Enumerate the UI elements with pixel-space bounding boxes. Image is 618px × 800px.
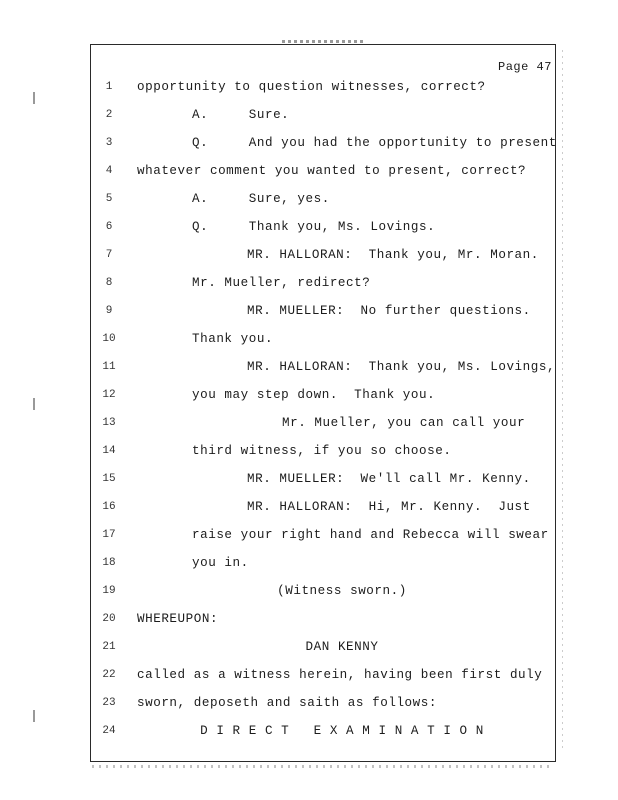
transcript-line bbox=[0, 301, 618, 321]
line-number: 24 bbox=[102, 725, 116, 737]
line-text: Q. And you had the opportunity to present bbox=[192, 136, 557, 150]
transcript-line bbox=[0, 133, 618, 153]
line-text: MR. MUELLER: No further questions. bbox=[247, 304, 531, 318]
line-number: 17 bbox=[102, 529, 116, 541]
transcript-line bbox=[0, 413, 618, 433]
line-number: 1 bbox=[105, 81, 113, 93]
transcript-line bbox=[0, 693, 618, 713]
line-number: 22 bbox=[102, 669, 116, 681]
line-text: raise your right hand and Rebecca will swear bbox=[192, 528, 549, 542]
line-number: 21 bbox=[102, 641, 116, 653]
transcript-line bbox=[0, 357, 618, 377]
transcript-line bbox=[0, 273, 618, 293]
bottom-scan-mark bbox=[92, 765, 552, 768]
transcript-line bbox=[0, 105, 618, 125]
transcript-line bbox=[0, 189, 618, 209]
line-text: MR. MUELLER: We'll call Mr. Kenny. bbox=[247, 472, 531, 486]
transcript-line bbox=[0, 469, 618, 489]
line-number: 20 bbox=[102, 613, 116, 625]
line-number: 16 bbox=[102, 501, 116, 513]
line-text: Q. Thank you, Ms. Lovings. bbox=[192, 220, 436, 234]
line-text: third witness, if you so choose. bbox=[192, 444, 452, 458]
top-scan-mark bbox=[282, 40, 366, 43]
line-text: sworn, deposeth and saith as follows: bbox=[137, 696, 437, 710]
transcript-line bbox=[0, 77, 618, 97]
line-text: (Witness sworn.) bbox=[277, 584, 407, 598]
line-number: 14 bbox=[102, 445, 116, 457]
transcript-line bbox=[0, 161, 618, 181]
line-number: 13 bbox=[102, 417, 116, 429]
line-number: 6 bbox=[105, 221, 113, 233]
transcript-line bbox=[0, 581, 618, 601]
line-number: 9 bbox=[105, 305, 113, 317]
transcript-line bbox=[0, 665, 618, 685]
line-text: Thank you. bbox=[192, 332, 274, 346]
line-number: 5 bbox=[105, 193, 113, 205]
line-text: A. Sure. bbox=[192, 108, 290, 122]
line-number: 18 bbox=[102, 557, 116, 569]
line-number: 7 bbox=[105, 249, 113, 261]
line-number: 3 bbox=[105, 137, 113, 149]
line-number: 11 bbox=[102, 361, 116, 373]
line-number: 4 bbox=[105, 165, 113, 177]
line-text: you may step down. Thank you. bbox=[192, 388, 436, 402]
page-number: Page 47 bbox=[498, 60, 552, 74]
line-text: A. Sure, yes. bbox=[192, 192, 330, 206]
transcript-line bbox=[0, 217, 618, 237]
transcript-line bbox=[0, 637, 618, 657]
line-number: 19 bbox=[102, 585, 116, 597]
line-text: MR. HALLORAN: Thank you, Ms. Lovings, bbox=[247, 360, 556, 374]
line-number: 15 bbox=[102, 473, 116, 485]
line-number: 10 bbox=[102, 333, 116, 345]
line-number: 8 bbox=[105, 277, 113, 289]
line-text: MR. HALLORAN: Thank you, Mr. Moran. bbox=[247, 248, 539, 262]
line-text: whatever comment you wanted to present, correct? bbox=[137, 164, 527, 178]
line-number: 12 bbox=[102, 389, 116, 401]
line-text: called as a witness herein, having been first duly bbox=[137, 668, 543, 682]
line-number: 23 bbox=[102, 697, 116, 709]
transcript-line bbox=[0, 245, 618, 265]
line-text: Mr. Mueller, you can call your bbox=[282, 416, 526, 430]
line-text: WHEREUPON: bbox=[137, 612, 219, 626]
line-text: opportunity to question witnesses, correct? bbox=[137, 80, 486, 94]
transcript-line bbox=[0, 553, 618, 573]
transcript-line bbox=[0, 525, 618, 545]
transcript-line bbox=[0, 329, 618, 349]
line-text: Mr. Mueller, redirect? bbox=[192, 276, 371, 290]
transcript-line bbox=[0, 385, 618, 405]
line-text: MR. HALLORAN: Hi, Mr. Kenny. Just bbox=[247, 500, 531, 514]
transcript-line bbox=[0, 721, 618, 741]
witness-name-heading: DAN KENNY bbox=[305, 640, 379, 654]
transcript-line bbox=[0, 497, 618, 517]
line-number: 2 bbox=[105, 109, 113, 121]
examination-heading: D I R E C T E X A M I N A T I O N bbox=[200, 724, 484, 738]
transcript-line bbox=[0, 609, 618, 629]
line-text: you in. bbox=[192, 556, 249, 570]
transcript-line bbox=[0, 441, 618, 461]
